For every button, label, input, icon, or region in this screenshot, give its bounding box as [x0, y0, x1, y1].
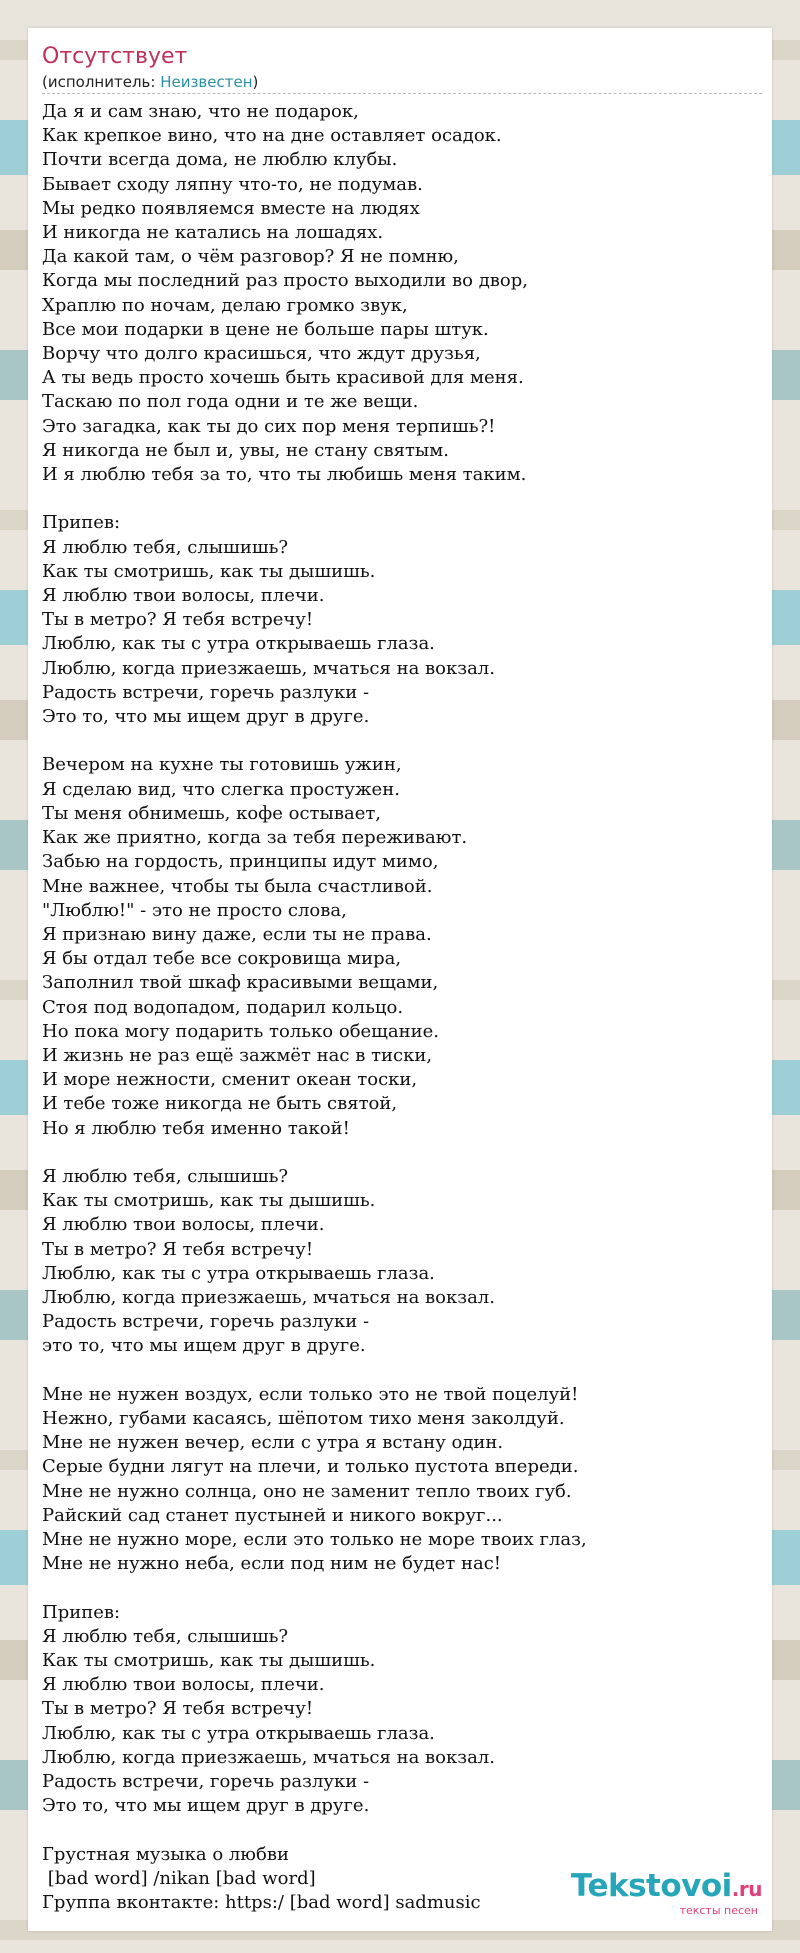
- lyric-line: Грустная музыка о любви: [42, 1843, 289, 1865]
- lyric-line: это то, что мы ищем друг в друге.: [42, 1335, 366, 1357]
- site-logo[interactable]: [571, 1870, 762, 1917]
- lyric-line: Нежно, губами касаясь, шёпотом тихо меня заколдуй.: [42, 1407, 565, 1429]
- lyric-line: Мне важнее, чтобы ты была счастливой.: [42, 875, 433, 897]
- lyric-line: Как ты смотришь, как ты дышишь.: [42, 1190, 376, 1212]
- lyric-line: Серые будни лягут на плечи, и только пустота впереди.: [42, 1456, 579, 1478]
- lyric-line: Забью на гордость, принципы идут мимо,: [42, 851, 439, 873]
- lyric-line: Почти всегда дома, не люблю клубы.: [42, 149, 398, 171]
- artist-suffix: ): [252, 73, 259, 91]
- lyric-line: Я люблю твои волосы, плечи.: [42, 1214, 325, 1236]
- lyric-line: Я люблю твои волосы, плечи.: [42, 585, 325, 607]
- lyric-line: Люблю, когда приезжаешь, мчаться на вокзал.: [42, 1286, 495, 1308]
- lyric-line: Я сделаю вид, что слегка простужен.: [42, 778, 400, 800]
- lyrics-text: [42, 100, 762, 1915]
- lyric-line: Храплю по ночам, делаю громко звук,: [42, 294, 408, 316]
- lyric-line: Я люблю тебя, слышишь?: [42, 536, 289, 558]
- lyric-line: Я бы отдал тебе все сокровища мира,: [42, 948, 402, 970]
- lyric-line: Это то, что мы ищем друг в друге.: [42, 706, 370, 728]
- lyric-line: Я люблю тебя, слышишь?: [42, 1165, 289, 1187]
- lyric-line: [bad word] /nikan [bad word]: [42, 1867, 316, 1889]
- song-title: Отсутствует: [42, 44, 188, 69]
- lyric-line: Стоя под водопадом, подарил кольцо.: [42, 996, 404, 1018]
- lyric-line: Радость встречи, горечь разлуки -: [42, 1771, 370, 1793]
- lyric-line: Припев:: [42, 1601, 121, 1623]
- artist-prefix: (исполнитель:: [42, 73, 161, 91]
- lyric-line: Мне не нужно море, если это только не море твоих глаз,: [42, 1528, 587, 1550]
- lyric-line: Люблю, как ты с утра открываешь глаза.: [42, 1262, 435, 1284]
- lyric-line: Бывает сходу ляпну что-то, не подумав.: [42, 173, 423, 195]
- lyric-line: Мы редко появляемся вместе на людях: [42, 197, 420, 219]
- lyric-line: Как крепкое вино, что на дне оставляет осадок.: [42, 125, 502, 147]
- lyric-line: Люблю, как ты с утра открываешь глаза.: [42, 1722, 435, 1744]
- lyric-line: Ты в метро? Я тебя встречу!: [42, 1238, 314, 1260]
- logo-tld: .ru: [731, 1877, 762, 1901]
- lyrics-card: [28, 28, 772, 1931]
- lyric-line: Мне не нужен вечер, если с утра я встану один.: [42, 1432, 504, 1454]
- lyric-line: Это то, что мы ищем друг в друге.: [42, 1795, 370, 1817]
- lyric-line: Да какой там, о чём разговор? Я не помню,: [42, 246, 459, 268]
- lyric-line: Да я и сам знаю, что не подарок,: [42, 101, 359, 122]
- lyric-line: Ты меня обнимешь, кофе остывает,: [42, 802, 382, 824]
- lyric-line: Ворчу что долго красишься, что ждут друзья,: [42, 343, 481, 365]
- lyric-line: И я люблю тебя за то, что ты любишь меня таким.: [42, 464, 527, 486]
- logo-tagline: тексты песен: [679, 1904, 758, 1917]
- lyric-line: И тебе тоже никогда не быть святой,: [42, 1093, 398, 1115]
- lyric-line: Как ты смотришь, как ты дышишь.: [42, 1650, 376, 1671]
- lyric-line: Но пока могу подарить только обещание.: [42, 1020, 440, 1042]
- lyric-line: Ты в метро? Я тебя встречу!: [42, 1698, 314, 1720]
- lyric-line: Я люблю тебя, слышишь?: [42, 1625, 289, 1647]
- lyric-line: Как ты смотришь, как ты дышишь.: [42, 560, 376, 582]
- lyric-line: А ты ведь просто хочешь быть красивой для меня.: [42, 367, 524, 389]
- artist-link[interactable]: Неизвестен: [160, 73, 253, 91]
- logo-name: Tekstovoi: [570, 1868, 732, 1904]
- lyric-line: Люблю, когда приезжаешь, мчаться на вокзал.: [42, 1746, 495, 1768]
- lyric-line: Как же приятно, когда за тебя переживают.: [42, 827, 468, 849]
- lyric-line: Мне не нужен воздух, если только это не твой поцелуй!: [42, 1383, 579, 1405]
- lyric-line: Припев:: [42, 512, 121, 534]
- lyric-line: Я никогда не был и, увы, не стану святым.: [42, 439, 449, 461]
- lyric-line: Группа вконтакте: https:/ [bad word] sadmusic: [42, 1892, 481, 1914]
- lyric-line: Я люблю твои волосы, плечи.: [42, 1674, 325, 1696]
- lyric-line: Люблю, как ты с утра открываешь глаза.: [42, 633, 435, 655]
- lyric-line: Радость встречи, горечь разлуки -: [42, 681, 370, 703]
- lyric-line: Ты в метро? Я тебя встречу!: [42, 609, 314, 631]
- lyric-line: Люблю, когда приезжаешь, мчаться на вокзал.: [42, 657, 495, 679]
- lyric-line: Мне не нужно солнца, оно не заменит тепло твоих губ.: [42, 1480, 572, 1502]
- lyric-line: Это загадка, как ты до сих пор меня терпишь?!: [42, 415, 496, 437]
- lyric-line: Райский сад станет пустыней и никого вокруг...: [42, 1504, 503, 1526]
- lyric-line: И море нежности, сменит океан тоски,: [42, 1069, 418, 1091]
- lyric-line: И никогда не катались на лошадях.: [42, 222, 384, 244]
- lyric-line: Таскаю по пол года одни и те же вещи.: [42, 391, 419, 413]
- lyric-line: Заполнил твой шкаф красивыми вещами,: [42, 972, 439, 994]
- artist-line: [42, 72, 762, 94]
- lyric-line: Но я люблю тебя именно такой!: [42, 1117, 350, 1139]
- lyric-line: И жизнь не раз ещё зажмёт нас в тиски,: [42, 1044, 433, 1066]
- lyric-line: Я признаю вину даже, если ты не права.: [42, 923, 432, 945]
- lyric-line: Все мои подарки в цене не больше пары штук.: [42, 318, 489, 340]
- lyric-line: Вечером на кухне ты готовишь ужин,: [42, 754, 402, 776]
- lyric-line: "Люблю!" - это не просто слова,: [42, 899, 347, 921]
- lyric-line: Мне не нужно неба, если под ним не будет нас!: [42, 1553, 502, 1575]
- lyric-line: Радость встречи, горечь разлуки -: [42, 1311, 370, 1333]
- lyric-line: Когда мы последний раз просто выходили во двор,: [42, 270, 528, 292]
